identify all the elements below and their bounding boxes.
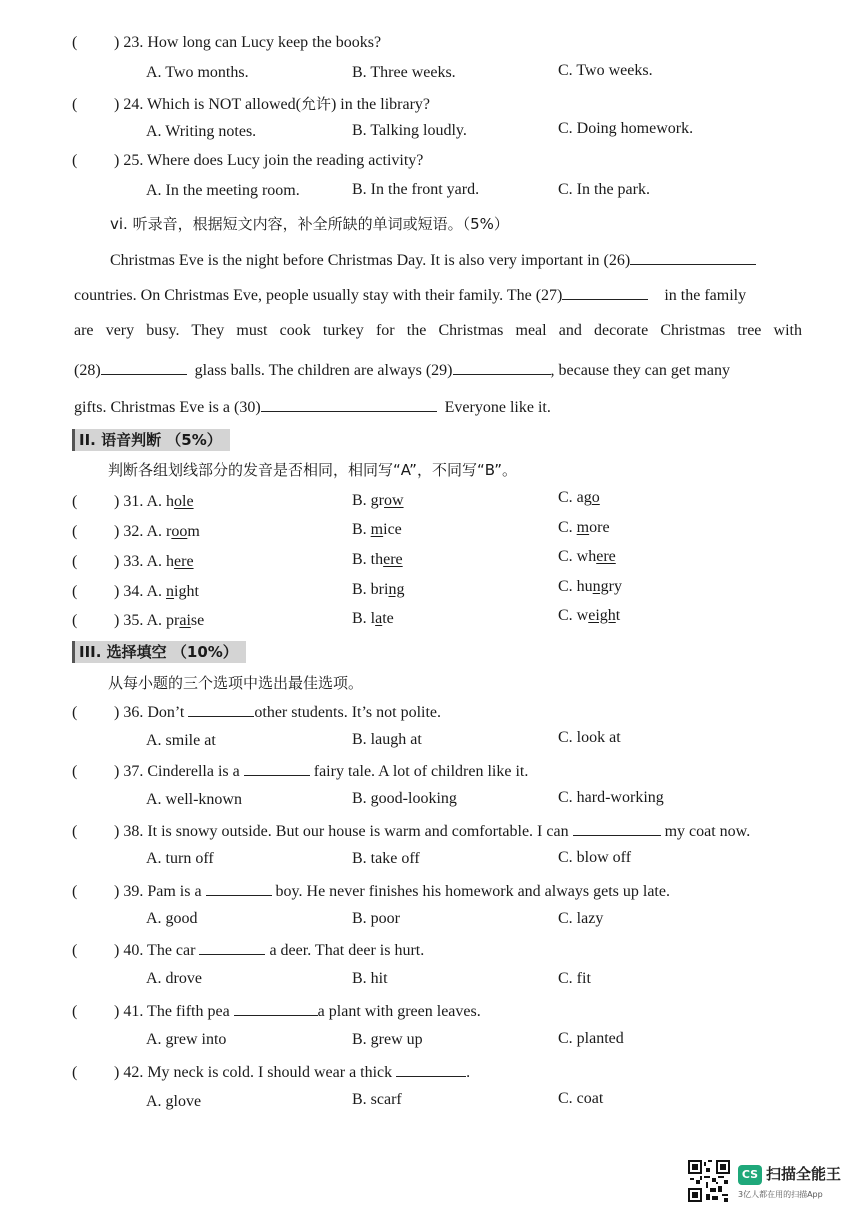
question-36: ( ) 36. Don’t other students. It’s not polite. xyxy=(72,704,442,721)
option-c: C. weight xyxy=(558,607,621,624)
question-23: ( ) 23. How long can Lucy keep the books? xyxy=(72,34,382,51)
question-39: ( ) 39. Pam is a boy. He never finishes his homework and always gets up late. xyxy=(72,883,670,900)
scanner-logo-icon: CS xyxy=(738,1165,762,1185)
option-a: A. smile at xyxy=(146,732,216,749)
option-c: C. In the park. xyxy=(558,181,650,198)
option-a: A. good xyxy=(146,910,198,927)
blank-27[interactable] xyxy=(562,285,648,300)
blank-26[interactable] xyxy=(630,250,756,265)
option-a: A. In the meeting room. xyxy=(146,182,300,199)
option-c: C. hard-working xyxy=(558,789,664,806)
passage-line-4: (28) glass balls. The children are always (29) , because they can get many xyxy=(74,362,730,379)
option-b: B. mice xyxy=(352,521,402,538)
option-b: B. scarf xyxy=(352,1091,402,1108)
option-c: C. look at xyxy=(558,729,621,746)
blank-28[interactable] xyxy=(101,360,187,375)
option-b: B. bring xyxy=(352,581,405,598)
option-b: B. Talking loudly. xyxy=(352,122,467,139)
option-c: C. where xyxy=(558,548,616,565)
section-iii-heading: III. 选择填空 （10%） xyxy=(72,641,246,663)
option-a: A. grew into xyxy=(146,1031,227,1048)
question-41: ( ) 41. The fifth pea a plant with green leaves. xyxy=(72,1003,481,1020)
blank-29[interactable] xyxy=(453,360,551,375)
option-a: A. well-known xyxy=(146,791,242,808)
option-a: A. Two months. xyxy=(146,64,249,81)
question-25: ( ) 25. Where does Lucy join the reading activity? xyxy=(72,152,424,169)
question-35: ( ) 35. A. praise xyxy=(72,612,205,629)
option-b: B. take off xyxy=(352,850,420,867)
blank-42[interactable] xyxy=(396,1062,466,1077)
option-b: B. there xyxy=(352,551,403,568)
option-c: C. coat xyxy=(558,1090,604,1107)
blank-38[interactable] xyxy=(573,821,661,836)
passage-line-2: countries. On Christmas Eve, people usually stay with their family. The (27) in the family xyxy=(74,287,747,304)
question-40: ( ) 40. The car a deer. That deer is hurt. xyxy=(72,942,425,959)
option-c: C. fit xyxy=(558,970,591,987)
option-c: C. lazy xyxy=(558,910,604,927)
option-b: B. poor xyxy=(352,910,400,927)
section-ii-instruction: 判断各组划线部分的发音是否相同，相同写“A”，不同写“B”。 xyxy=(108,461,517,479)
question-34: ( ) 34. A. night xyxy=(72,583,199,600)
option-c: C. hungry xyxy=(558,578,622,595)
scanner-tagline: 3亿人都在用的扫描App xyxy=(738,1190,823,1199)
blank-39[interactable] xyxy=(206,881,272,896)
option-b: B. good-looking xyxy=(352,790,457,807)
scanner-app-name: 扫描全能王 xyxy=(766,1165,842,1183)
option-c: C. ago xyxy=(558,489,600,506)
option-a: A. glove xyxy=(146,1093,202,1110)
option-b: B. Three weeks. xyxy=(352,64,456,81)
section-ii-heading: II. 语音判断 （5%） xyxy=(72,429,230,451)
blank-30[interactable] xyxy=(261,397,437,412)
qr-code-icon xyxy=(688,1160,730,1202)
option-a: A. drove xyxy=(146,970,202,987)
question-24: ( ) 24. Which is NOT allowed(允许) in the library? xyxy=(72,95,431,113)
blank-37[interactable] xyxy=(244,761,310,776)
option-b: B. In the front yard. xyxy=(352,181,480,198)
question-38: ( ) 38. It is snowy outside. But our house is warm and comfortable. I can my coat now. xyxy=(72,823,751,840)
option-c: C. planted xyxy=(558,1030,624,1047)
passage-line-5: gifts. Christmas Eve is a (30) Everyone like it. xyxy=(74,399,551,416)
question-33: ( ) 33. A. here xyxy=(72,553,194,570)
question-31: ( ) 31. A. hole xyxy=(72,493,194,510)
option-b: B. laugh at xyxy=(352,731,422,748)
option-c: C. Two weeks. xyxy=(558,62,653,79)
blank-36[interactable] xyxy=(188,702,254,717)
question-32: ( ) 32. A. room xyxy=(72,523,200,540)
option-c: C. more xyxy=(558,519,610,536)
question-37: ( ) 37. Cinderella is a fairy tale. A lot of children like it. xyxy=(72,763,529,780)
option-b: B. hit xyxy=(352,970,388,987)
option-a: A. Writing notes. xyxy=(146,123,257,140)
passage-line-1: Christmas Eve is the night before Christmas Day. It is also very important in (26) xyxy=(110,250,802,270)
section-iii-instruction: 从每小题的三个选项中选出最佳选项。 xyxy=(108,674,364,692)
option-c: C. blow off xyxy=(558,849,632,866)
blank-41[interactable] xyxy=(234,1001,318,1016)
option-b: B. late xyxy=(352,610,394,627)
question-42: ( ) 42. My neck is cold. I should wear a thick . xyxy=(72,1064,471,1081)
blank-40[interactable] xyxy=(199,940,265,955)
option-b: B. grow xyxy=(352,492,404,509)
option-a: A. turn off xyxy=(146,850,214,867)
section-vi-title: vi. 听录音，根据短文内容，补全所缺的单词或短语。（5%） xyxy=(110,215,509,233)
passage-line-3: are very busy. They must cook turkey for the Christmas meal and decorate Christmas tree with xyxy=(74,322,802,339)
option-c: C. Doing homework. xyxy=(558,120,694,137)
option-b: B. grew up xyxy=(352,1031,423,1048)
